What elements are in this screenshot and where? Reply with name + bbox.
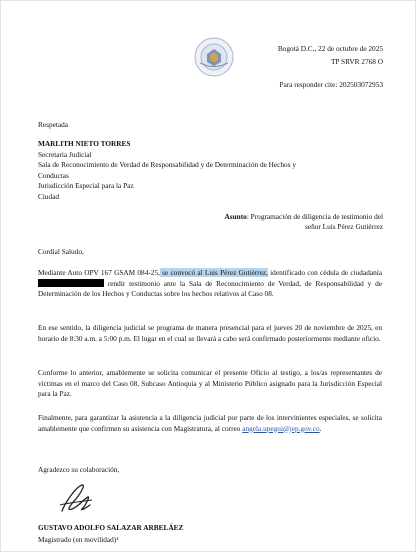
p1-text-c: rendir testimonio ante la Sala de Reconocimiento de Verdad, de Responsabilidad y de Determinación de los Hechos y Conductas sobre los hechos relativos al Caso 08.	[38, 278, 382, 299]
recipient-name: MARLITH NIETO TORRES	[38, 139, 131, 148]
closing: Agradezco su colaboración,	[38, 465, 120, 474]
salutation: Respetada	[38, 120, 68, 129]
signatory-name: GUSTAVO ADOLFO SALAZAR ARBELÁEZ	[38, 523, 184, 532]
subject-line1: : Programación de diligencia de testimonio del	[246, 212, 383, 221]
recipient-institution: Jurisdicción Especial para la Paz	[38, 181, 134, 191]
p4-end: .	[319, 423, 322, 433]
redacted-block	[38, 279, 104, 287]
cite-number: Para responder cite: 202503072953	[279, 80, 383, 89]
p1-text-b: identificado con cédula de ciudadanía	[267, 268, 382, 277]
greeting: Cordial Saludo,	[38, 247, 84, 256]
recipient-office-cont: Conductas	[38, 170, 69, 180]
jep-seal-logo	[194, 37, 234, 77]
p4-text: Finalmente, para garantizar la asistencia a la diligencia judicial por parte de los intervinientes especiales, se solicita amablemente que confirmen su asistencia con Magistratura, al correo	[38, 413, 382, 433]
signatory-title: Magistrado (en movilidad)¹	[38, 535, 119, 544]
p1-highlight: se convocó al Luis Pérez Gutiérrez,	[159, 268, 268, 277]
letter-header	[278, 43, 383, 92]
recipient-city: Ciudad	[38, 191, 60, 201]
paragraph-1	[38, 268, 382, 300]
subject-label: Asunto	[224, 212, 247, 221]
place-date: Bogotá D.C., 22 de octubre de 2025	[277, 44, 383, 53]
paragraph-3: Conforme lo anterior, amablemente se solicita comunicar el presente Oficio al testigo, a los/as representantes de víctimas en el marco del Caso 08, Subcaso Antioquia y al Ministerio Público asignado para la Jurisdicción Especial para la Paz.	[38, 368, 382, 399]
reference-code: TP SRVR 2768 O	[330, 56, 383, 66]
handwritten-signature	[56, 481, 96, 519]
recipient-position: Secretaria Judicial	[38, 149, 92, 159]
subject-block	[173, 212, 383, 233]
recipient-block	[38, 139, 383, 203]
subject-line2: señor Luis Pérez Gutiérrez	[304, 222, 383, 232]
p1-text-a: Mediante Auto OPV 167 GSAM 084-25,	[38, 268, 160, 277]
paragraph-2: En ese sentido, la diligencia judicial se programa de manera presencial para el jueves 20 de noviembre de 2025, en horario de 8:30 a.m. a 5:00 p.m. El lugar en el cual se llevará a cabo será confirmado posteriormente mediante oficio.	[38, 323, 382, 343]
recipient-office: Sala de Reconocimiento de Verdad de Responsabilidad y de Determinación de Hechos y	[38, 160, 297, 170]
paragraph-4	[38, 413, 382, 434]
email-link[interactable]: angela.upegui@jep.gov.co	[242, 423, 320, 433]
